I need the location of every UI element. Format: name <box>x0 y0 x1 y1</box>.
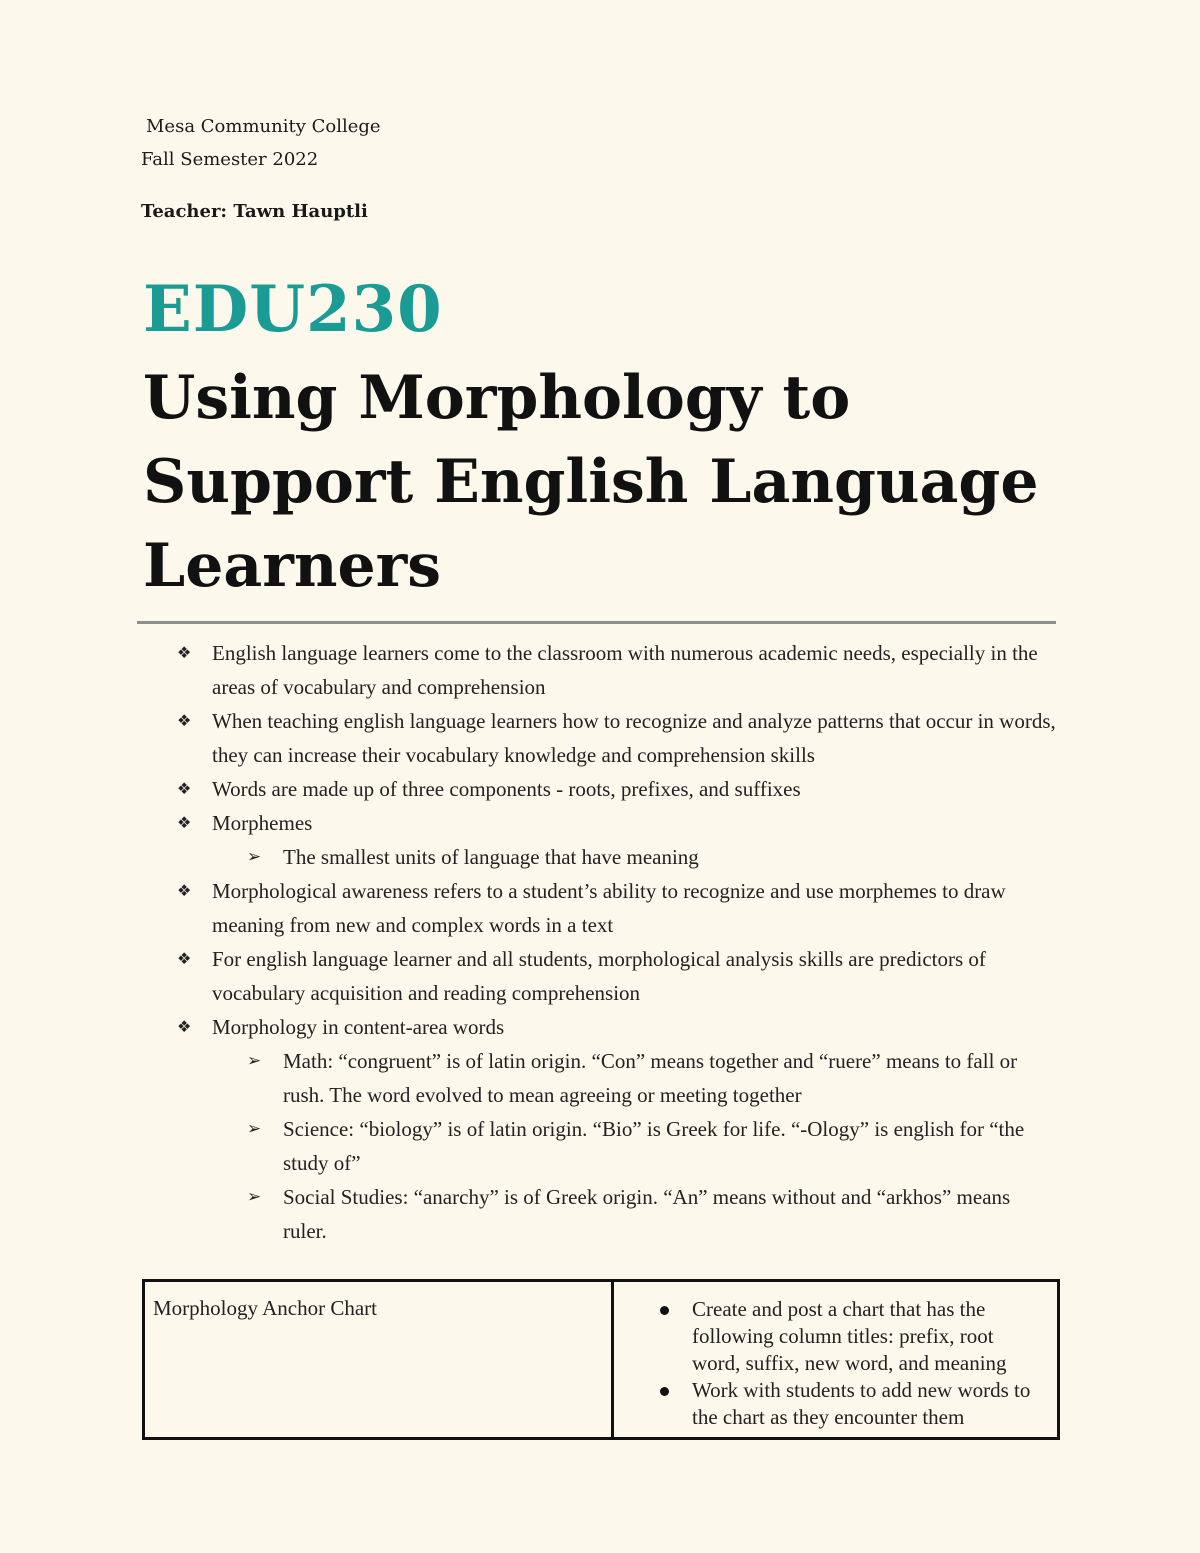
list-item-text: For english language learner and all students, morphological analysis skills are predictors of vocabulary acquisition and reading comprehension <box>212 947 986 1005</box>
sub-list-item <box>0 1180 1200 1248</box>
activity-step-text: Create and post a chart that has the following column titles: prefix, root word, suffix, new word, and meaning <box>692 1297 1007 1375</box>
semester: Fall Semester 2022 <box>141 149 319 170</box>
diamond-bullet-icon: ❖ <box>177 779 192 798</box>
round-bullet-icon <box>660 1387 669 1396</box>
sub-list-item <box>0 840 1200 874</box>
arrowhead-bullet-icon: ➢ <box>247 1051 262 1071</box>
list-item-text: English language learners come to the classroom with numerous academic needs, especially in the areas of vocabulary and comprehension <box>212 641 1038 699</box>
list-item <box>624 1377 1047 1431</box>
list-item-text: Morphemes <box>212 811 313 835</box>
list-item-text: When teaching english language learners how to recognize and analyze patterns that occur in words, they can increase their vocabulary knowledge and comprehension skills <box>212 709 1056 767</box>
list-item <box>0 704 1200 772</box>
list-item <box>0 874 1200 942</box>
sub-list-item <box>0 1044 1200 1112</box>
title-divider <box>137 621 1056 624</box>
arrowhead-bullet-icon: ➢ <box>247 1187 262 1207</box>
sub-list-item-text: Social Studies: “anarchy” is of Greek origin. “An” means without and “arkhos” means ruler. <box>283 1185 1011 1243</box>
diamond-bullet-icon: ❖ <box>177 949 192 968</box>
list-item-text: Morphology in content-area words <box>212 1015 505 1039</box>
college-name: Mesa Community College <box>146 116 381 137</box>
document-title: Using Morphology to Support English Language Learners <box>143 363 1039 601</box>
activity-steps-list <box>624 1296 1047 1431</box>
diamond-bullet-icon: ❖ <box>177 711 192 730</box>
list-item <box>0 636 1200 704</box>
list-item-text: Words are made up of three components - roots, prefixes, and suffixes <box>212 777 801 801</box>
diamond-bullet-icon: ❖ <box>177 881 192 900</box>
sub-list-item <box>0 1112 1200 1180</box>
bullet-list <box>0 636 1200 1248</box>
diamond-bullet-icon: ❖ <box>177 813 192 832</box>
teacher-name: Teacher: Tawn Hauptli <box>141 201 368 222</box>
table-row <box>144 1281 1059 1439</box>
sub-list-item-text: The smallest units of language that have meaning <box>283 845 699 869</box>
list-item-text: Morphological awareness refers to a student’s ability to recognize and use morphemes to draw meaning from new and complex words in a text <box>212 879 1006 937</box>
diamond-bullet-icon: ❖ <box>177 1017 192 1036</box>
list-item <box>0 772 1200 806</box>
round-bullet-icon <box>660 1306 669 1315</box>
list-item <box>0 1010 1200 1044</box>
list-item <box>624 1296 1047 1377</box>
list-item <box>0 942 1200 1010</box>
list-item <box>0 806 1200 840</box>
activity-name-cell: Morphology Anchor Chart <box>144 1281 613 1439</box>
arrowhead-bullet-icon: ➢ <box>247 1119 262 1139</box>
arrowhead-bullet-icon: ➢ <box>247 847 262 867</box>
sub-list-item-text: Science: “biology” is of latin origin. “Bio” is Greek for life. “-Ology” is english for “the study of” <box>283 1117 1025 1175</box>
activity-steps-cell <box>613 1281 1059 1439</box>
activity-step-text: Work with students to add new words to the chart as they encounter them <box>692 1378 1031 1429</box>
activity-table <box>142 1279 1060 1440</box>
diamond-bullet-icon: ❖ <box>177 643 192 662</box>
course-code: EDU230 <box>143 272 443 347</box>
sub-list-item-text: Math: “congruent” is of latin origin. “Con” means together and “ruere” means to fall or rush. The word evolved to mean agreeing or meeting together <box>283 1049 1018 1107</box>
